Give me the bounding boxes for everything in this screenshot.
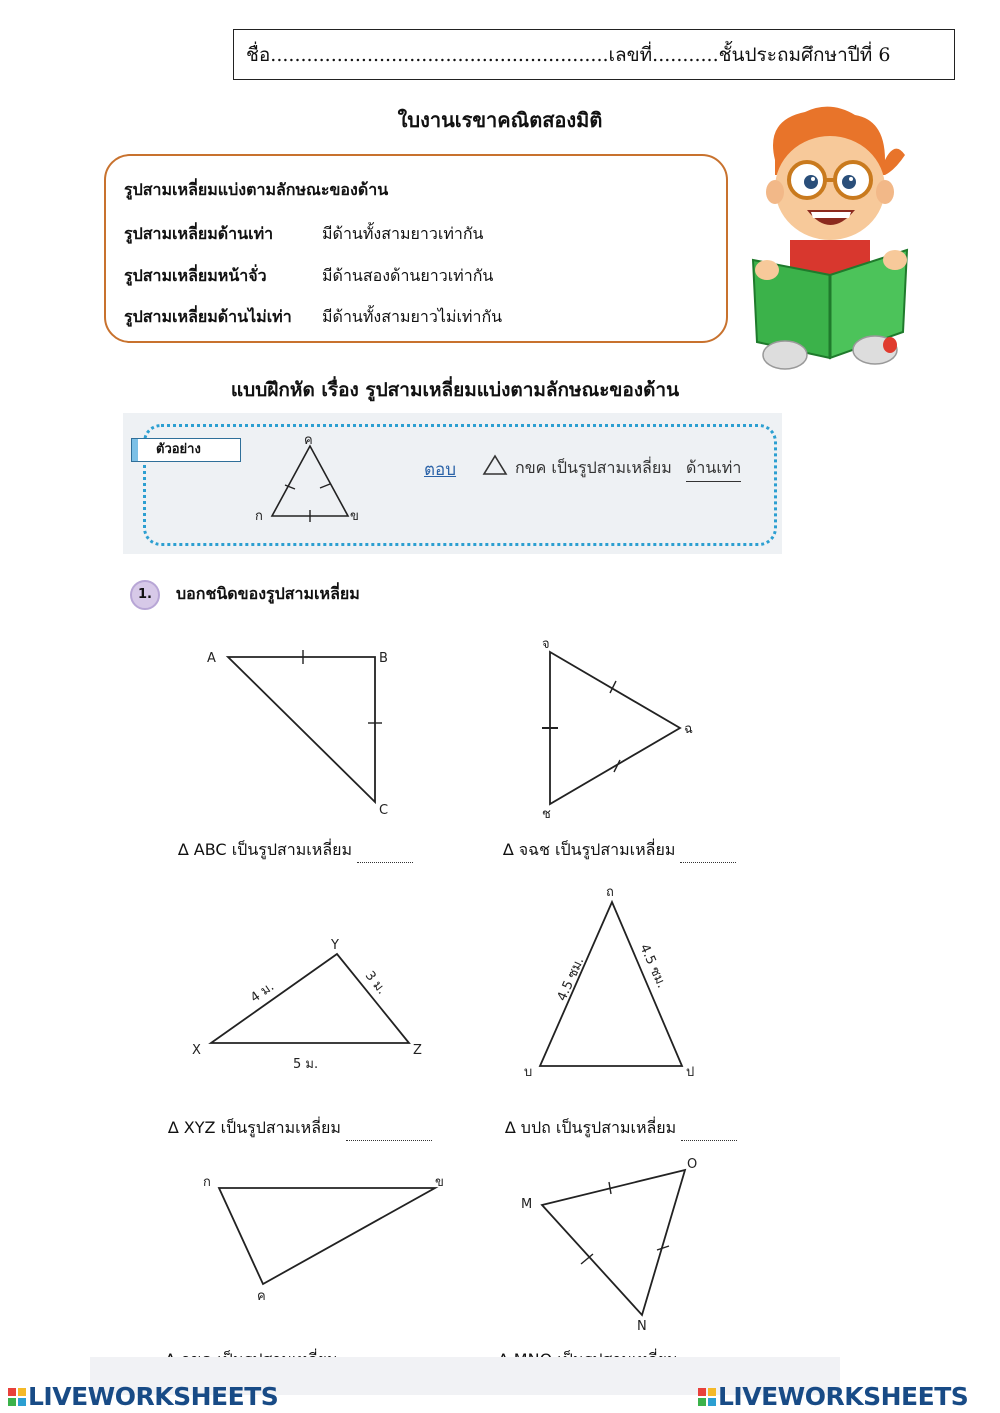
info-desc-scalene: มีด้านทั้งสามยาวไม่เท่ากัน <box>322 307 503 326</box>
vertex-z: Z <box>413 1043 422 1058</box>
triangle-xyz <box>185 930 435 1075</box>
info-term-scalene: รูปสามเหลี่ยมด้านไม่เท่า <box>124 307 292 326</box>
logo-left-text: LIVEWORKSHEETS <box>28 1382 279 1411</box>
vertex-c: C <box>379 803 389 818</box>
vertex-cho: ฉ <box>684 722 693 737</box>
info-term-isosceles: รูปสามเหลี่ยมหน้าจั่ว <box>124 266 267 285</box>
example-vertex-right: ข <box>350 509 359 524</box>
caption-jochach-text: ∆ จฉช เป็นรูปสามเหลี่ยม <box>503 840 676 859</box>
vertex-m: M <box>521 1197 533 1212</box>
caption-bopotho-text: ∆ บปถ เป็นรูปสามเหลี่ยม <box>505 1118 677 1137</box>
triangle-symbol-icon <box>482 454 508 476</box>
student-info-line: ชื่อ........................................................เลขที่...........ชั้นประถมศึกษาปีที่ 6 <box>233 29 955 80</box>
example-tag-label: ตัวอย่าง <box>138 439 240 461</box>
vertex-y: Y <box>331 938 339 953</box>
liveworksheets-logo-left <box>8 1382 278 1411</box>
side-xy-length: 4 ม. <box>247 979 278 1006</box>
example-answer-fill: ด้านเท่า <box>686 456 741 482</box>
answer-blank-xyz[interactable] <box>346 1126 432 1141</box>
triangle-classification-box <box>104 154 728 343</box>
triangle-jochach <box>530 636 710 821</box>
vertex-bo: บ <box>524 1065 533 1080</box>
example-vertex-left: ก <box>255 509 263 524</box>
triangle-abc <box>195 640 405 820</box>
side-left-length: 4.5 ซม. <box>554 955 588 1004</box>
question-text: บอกชนิดของรูปสามเหลี่ยม <box>176 584 360 603</box>
side-yz-length: 3 ม. <box>361 968 390 998</box>
exercise-title: แบบฝึกหัด เรื่อง รูปสามเหลี่ยมแบ่งตามลักษณะของด้าน <box>230 379 680 401</box>
info-desc-equilateral: มีด้านทั้งสามยาวเท่ากัน <box>322 224 484 243</box>
caption-xyz <box>168 1116 432 1141</box>
vertex-b: B <box>379 651 388 666</box>
caption-xyz-text: ∆ XYZ เป็นรูปสามเหลี่ยม <box>168 1118 341 1137</box>
vertex-po: ป <box>686 1065 695 1080</box>
vertex-cho-chang: ช <box>542 807 551 821</box>
liveworksheets-mark-icon <box>8 1388 26 1406</box>
answer-blank-jochach[interactable] <box>680 848 736 863</box>
info-desc-isosceles: มีด้านสองด้านยาวเท่ากัน <box>322 266 494 285</box>
boy-reading-illustration <box>745 100 915 380</box>
liveworksheets-logo-right <box>698 1382 968 1411</box>
vertex-tho: ถ <box>606 885 614 900</box>
triangle-bopotho <box>520 880 720 1080</box>
caption-abc-text: ∆ ABC เป็นรูปสามเหลี่ยม <box>178 840 353 859</box>
triangle-kokhokho <box>195 1170 455 1305</box>
worksheet-title: ใบงานเรขาคณิตสองมิติ <box>397 108 603 132</box>
triangle-mno <box>515 1150 705 1335</box>
answer-label: ตอบ <box>424 460 457 480</box>
question-number-badge: 1. <box>130 580 160 610</box>
answer-blank-bopotho[interactable] <box>681 1126 737 1141</box>
caption-bopotho <box>505 1116 737 1141</box>
side-xz-length: 5 ม. <box>293 1057 319 1072</box>
vertex-n: N <box>637 1319 647 1334</box>
liveworksheets-mark-icon <box>698 1388 716 1406</box>
example-triangle <box>250 432 370 527</box>
vertex-a: A <box>207 651 216 666</box>
vertex-o: O <box>687 1157 698 1172</box>
example-tag <box>131 438 241 462</box>
example-vertex-top: ค <box>304 433 313 448</box>
vertex-x: X <box>192 1043 201 1058</box>
side-right-length: 4.5 ซม. <box>636 942 669 991</box>
vertex-ko: ก <box>203 1175 211 1190</box>
caption-jochach <box>503 838 736 863</box>
info-term-equilateral: รูปสามเหลี่ยมด้านเท่า <box>124 224 274 243</box>
info-heading: รูปสามเหลี่ยมแบ่งตามลักษณะของด้าน <box>124 180 389 199</box>
vertex-kho-khwai: ค <box>257 1289 266 1304</box>
answer-blank-abc[interactable] <box>357 848 413 863</box>
logo-right-text: LIVEWORKSHEETS <box>718 1382 969 1411</box>
example-answer-text: กขค เป็นรูปสามเหลี่ยม <box>515 458 672 477</box>
vertex-jo: จ <box>542 637 550 652</box>
caption-abc <box>178 838 413 863</box>
vertex-kho: ข <box>435 1175 444 1190</box>
